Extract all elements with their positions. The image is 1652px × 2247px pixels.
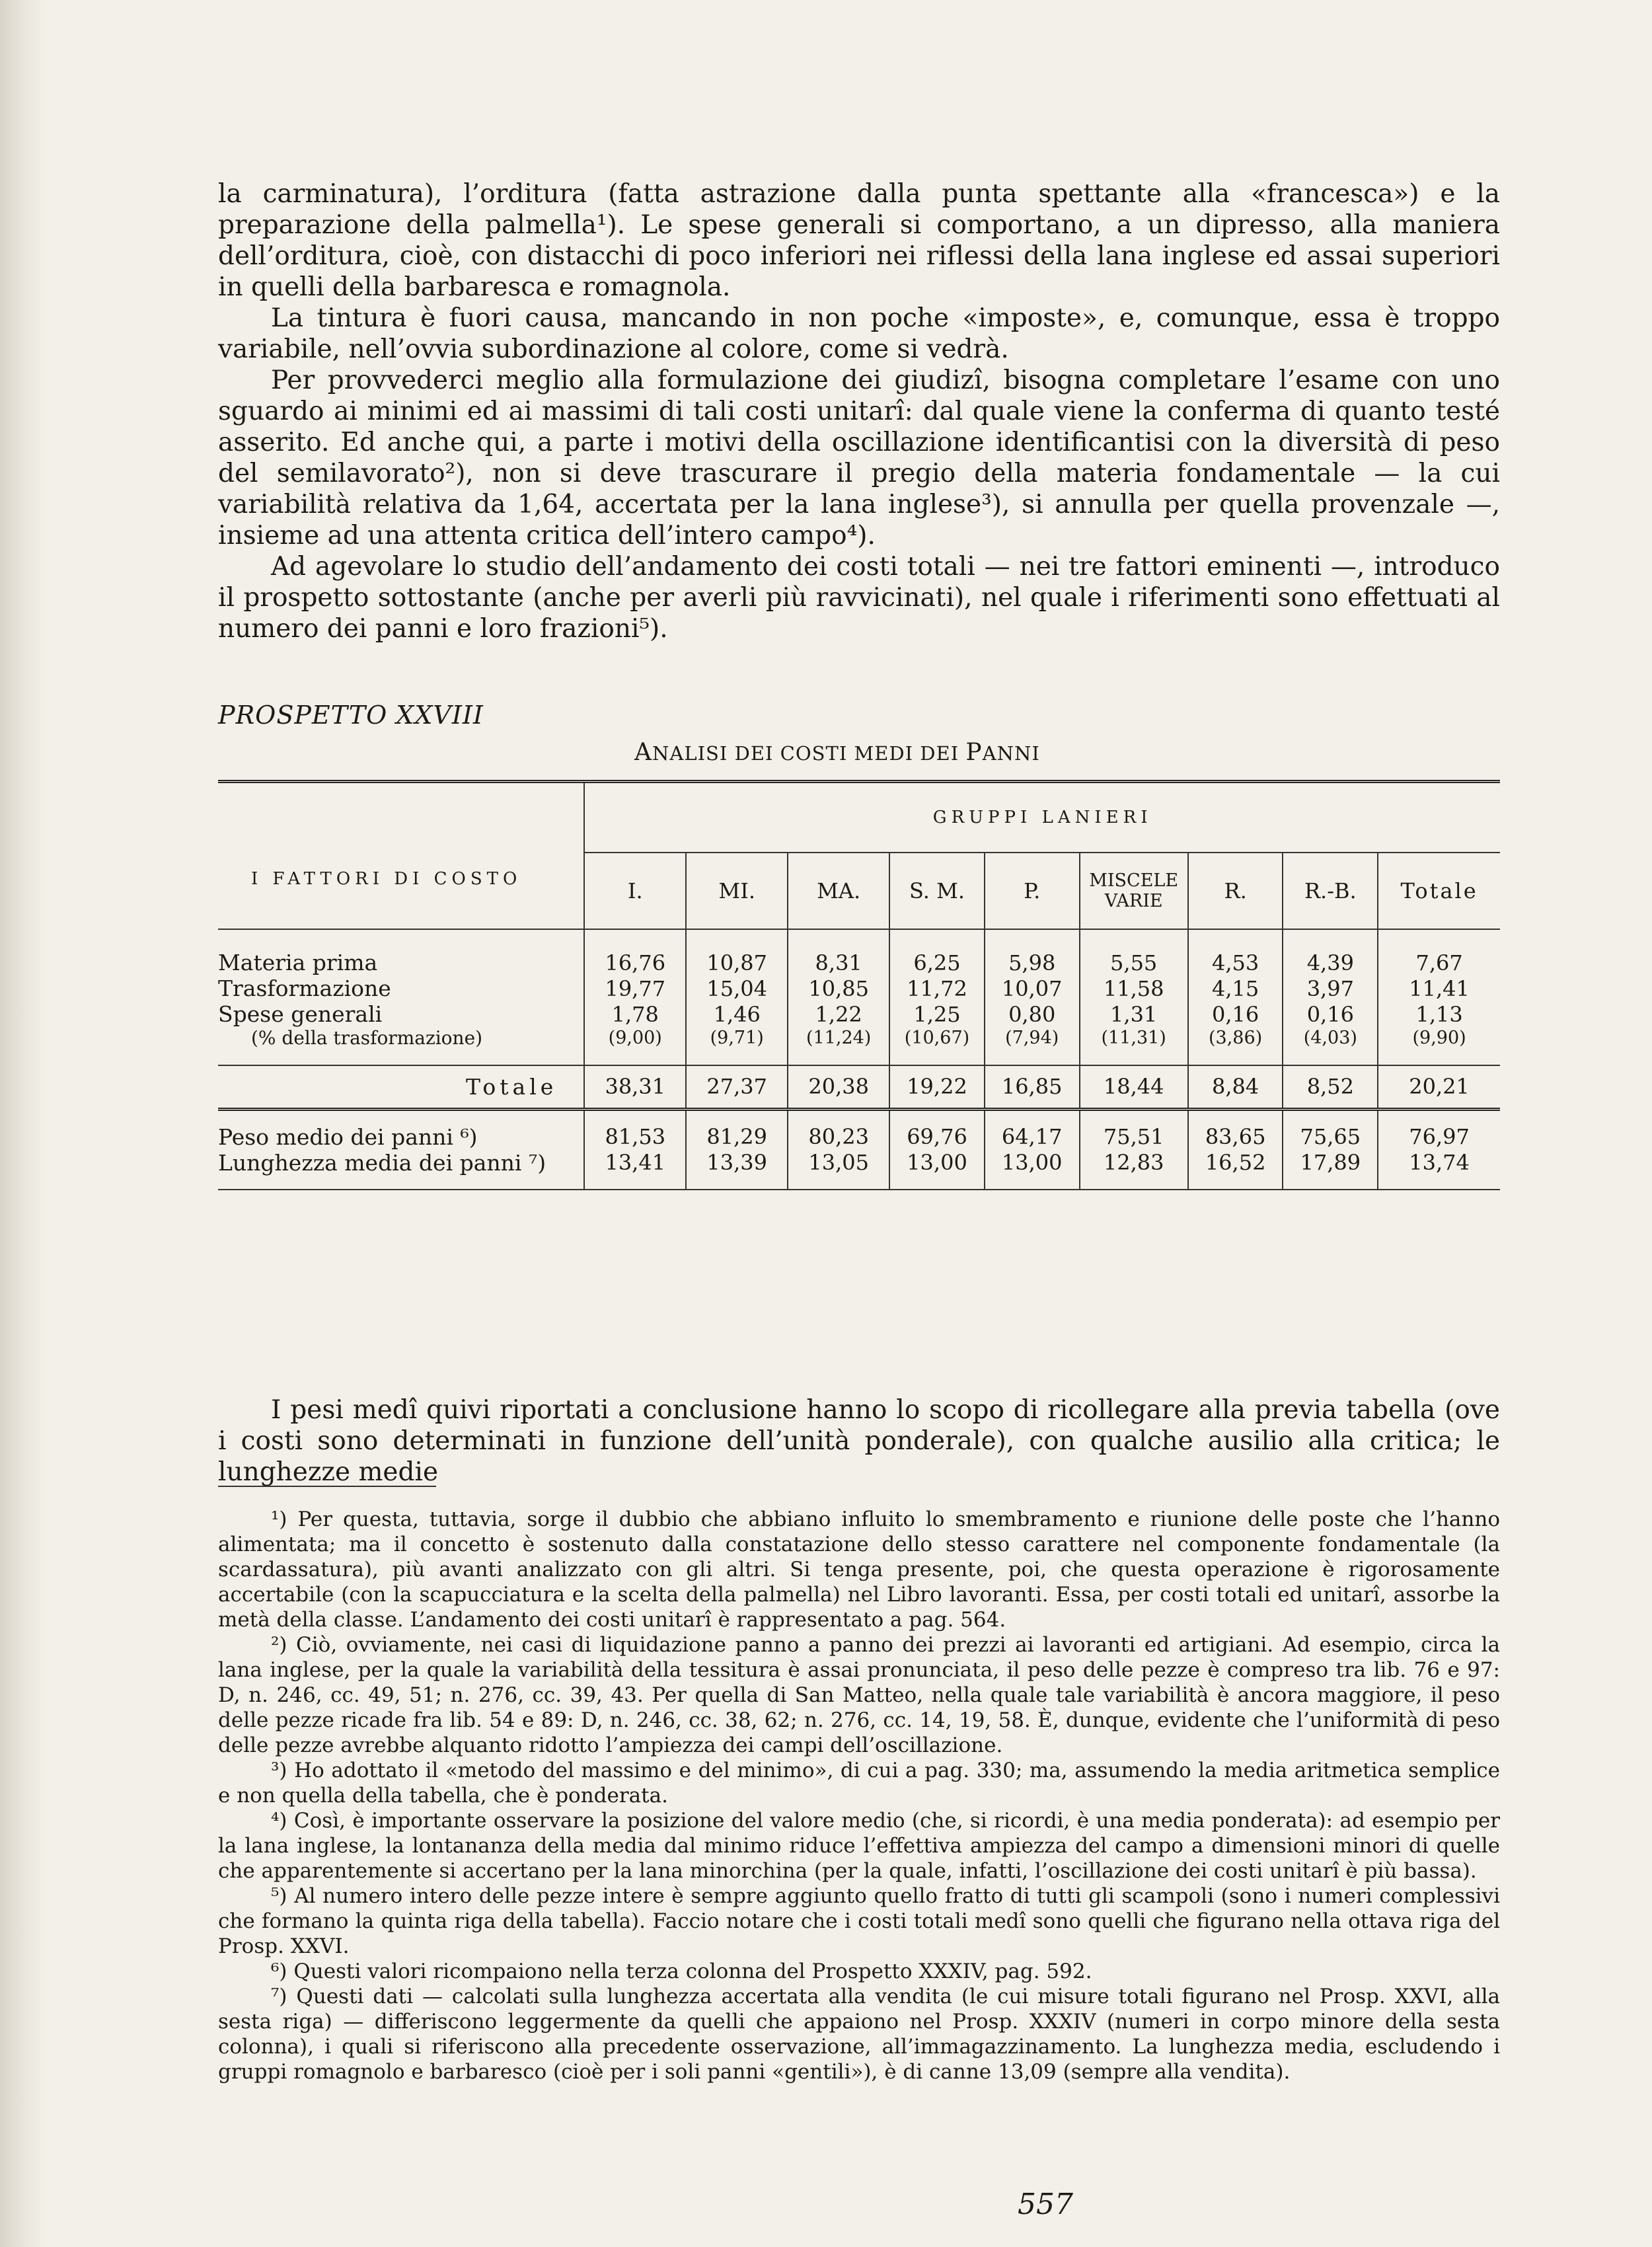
col-header: I.	[584, 853, 686, 929]
table-title: ANALISI DEI COSTI MEDI DEI PANNI	[634, 739, 1040, 766]
col-header: MISCELE VARIE	[1080, 853, 1188, 929]
page-gutter-shadow	[0, 0, 46, 2247]
col-header: MI.	[686, 853, 788, 929]
footnote-4: ⁴) Così, è importante osservare la posizione del valore medio (che, si ricordi, è una media ponderata): ad esempio per la lana inglese, la lontananza della media dal minimo riduce l’effettiva ampiezza del campo a dimensioni minori di quelle che apparentemente si accertano per la lana minorchina (per la quale, infatti, l’oscillazione dei costi unitarî è più bassa).	[218, 1809, 1500, 1883]
footnote-7: ⁷) Questi dati — calcolati sulla lunghezza accertata alla vendita (le cui misure totali figurano nel Prosp. XXVI, alla sesta riga) — differiscono leggermente da quelli che appaiono nel Prosp. XXXIV (numeri in corpo minore della sesta colonna), i quali si riferiscono alla precedente osservazione, all’immagazzinamento. La lunghezza media, escludendo i gruppi romagnolo e barbaresco (cioè per i soli panni «gentili»), è di canne 13,09 (sempre alla vendita).	[218, 1985, 1500, 2084]
prospetto-heading: PROSPETTO XXVIII	[218, 701, 484, 730]
paragraph-2: La tintura è fuori causa, mancando in non poche «imposte», e, comunque, essa è troppo variabile, nell’ovvia subordinazione al colore, come si vedrà.	[218, 303, 1500, 364]
footnote-rule	[218, 1486, 436, 1487]
total-row: Totale 38,31 27,37 20,38 19,22 16,85 18,44 8,84 8,52 20,21	[218, 1065, 1500, 1109]
col-header: P.	[985, 853, 1080, 929]
table-row: Materia prima 16,76 10,87 8,31 6,25 5,98 5,55 4,53 4,39 7,67	[218, 950, 1500, 975]
col-header: R.-B.	[1283, 853, 1378, 929]
table-row: Spese generali 1,78 1,46 1,22 1,25 0,80 1,31 0,16 0,16 1,13	[218, 1001, 1500, 1027]
footnote-2: ²) Ciò, ovviamente, nei casi di liquidazione panno a panno dei prezzi ai lavoranti ed artigiani. Ad esempio, circa la lana inglese, per la quale la variabilità della tessitura è assai pronunciata, il peso delle pezze è compreso tra lib. 76 e 97: D, n. 246, cc. 49, 51; n. 276, cc. 39, 43. Per quella di San Matteo, nella quale tale variabilità è ancora maggiore, il peso delle pezze ricade fra lib. 54 e 89: D, n. 246, cc. 38, 62; n. 276, cc. 14, 19, 58. È, dunque, evidente che l’uniformità di peso delle pezze avrebbe alquanto ridotto l’ampiezza dei campi dell’oscillazione.	[218, 1633, 1500, 1757]
table-row: Lunghezza media dei panni ⁷) 13,41 13,39 13,05 13,00 13,00 12,83 16,52 17,89 13,74	[218, 1150, 1500, 1176]
footnote-1: ¹) Per questa, tuttavia, sorge il dubbio che abbiano influito lo smembramento e riunione delle poste che l’hanno alimentata; ma il concetto è sostenuto dalla constatazione dello stesso carattere nel componente fondamentale (la scardassatura), più avanti analizzato con gli altri. Si tenga presente, poi, che questa operazione è rigorosamente accertabile (con la scapucciatura e la scelta della palmella) nel Libro lavoranti. Essa, per costi totali ed unitarî, assorbe la metà della classe. L’andamento dei costi unitarî è rappresentato a pag. 564.	[218, 1507, 1500, 1632]
footnote-5: ⁵) Al numero intero delle pezze intere è sempre aggiunto quello fratto di tutti gli scampoli (sono i numeri complessivi che formano la quinta riga della tabella). Faccio notare che i costi totali medî sono quelli che figurano nella ottava riga del Prosp. XXVI.	[218, 1884, 1500, 1958]
footnote-3: ³) Ho adottato il «metodo del massimo e del minimo», di cui a pag. 330; ma, assumendo la media aritmetica semplice e non quella della tabella, che è ponderata.	[218, 1759, 1500, 1808]
paragraph-3: Per provvederci meglio alla formulazione dei giudizî, bisogna completare l’esame con uno sguardo ai minimi ed ai massimi di tali costi unitarî: dal quale viene la conferma di quanto testé asserito. Ed anche qui, a parte i motivi della oscillazione identificantisi con la diversità di peso del semilavorato²), non si deve trascurare il pregio della materia fondamentale — la cui variabilità relativa da 1,64, accertata per la lana inglese³), si annulla per quella provenzale —, insieme ad una attenta critica dell’intero campo⁴).	[218, 365, 1500, 551]
factors-header: I FATTORI DI COSTO	[251, 869, 522, 889]
footnote-6: ⁶) Questi valori ricompaiono nella terza colonna del Prospetto XXXIV, pag. 592.	[271, 1960, 1092, 1983]
groups-header: GRUPPI LANIERI	[584, 782, 1500, 853]
intro-text	[218, 178, 1500, 644]
after-table-text: I pesi medî quivi riportati a conclusione hanno lo scopo di ricollegare alla previa tabella (ove i costi sono determinati in funzione dell’unità ponderale), con qualche ausilio alla critica; le lunghezze medie	[218, 1395, 1500, 1487]
table-row: Trasformazione 19,77 15,04 10,85 11,72 10,07 11,58 4,15 3,97 11,41	[218, 975, 1500, 1001]
table-row: (% della trasformazione) (9,00) (9,71) (11,24) (10,67) (7,94) (11,31) (3,86) (4,03) (9,90)	[218, 1027, 1500, 1049]
col-header: S. M.	[889, 853, 985, 929]
footnotes	[218, 1507, 1500, 2084]
page-content	[218, 178, 1500, 2221]
page-number: 557	[1018, 2188, 1073, 2221]
col-header: R.	[1188, 853, 1283, 929]
table-row: Peso medio dei panni ⁶) 81,53 81,29 80,23 69,76 64,17 75,51 83,65 75,65 76,97	[218, 1124, 1500, 1150]
costs-table	[218, 780, 1500, 1190]
col-header: MA.	[788, 853, 889, 929]
col-header: Totale	[1378, 853, 1500, 929]
paragraph-4: Ad agevolare lo studio dell’andamento dei costi totali — nei tre fattori eminenti —, introduco il prospetto sottostante (anche per averli più ravvicinati), nel quale i riferimenti sono effettuati al numero dei panni e loro frazioni⁵).	[218, 552, 1500, 644]
paragraph-1: la carminatura), l’orditura (fatta astrazione dalla punta spettante alla «francesca») e la preparazione della palmella¹). Le spese generali si comportano, a un dipresso, alla maniera dell’orditura, cioè, con distacchi di poco inferiori nei riflessi della lana inglese ed assai superiori in quelli della barbaresca e romagnola.	[218, 179, 1500, 302]
